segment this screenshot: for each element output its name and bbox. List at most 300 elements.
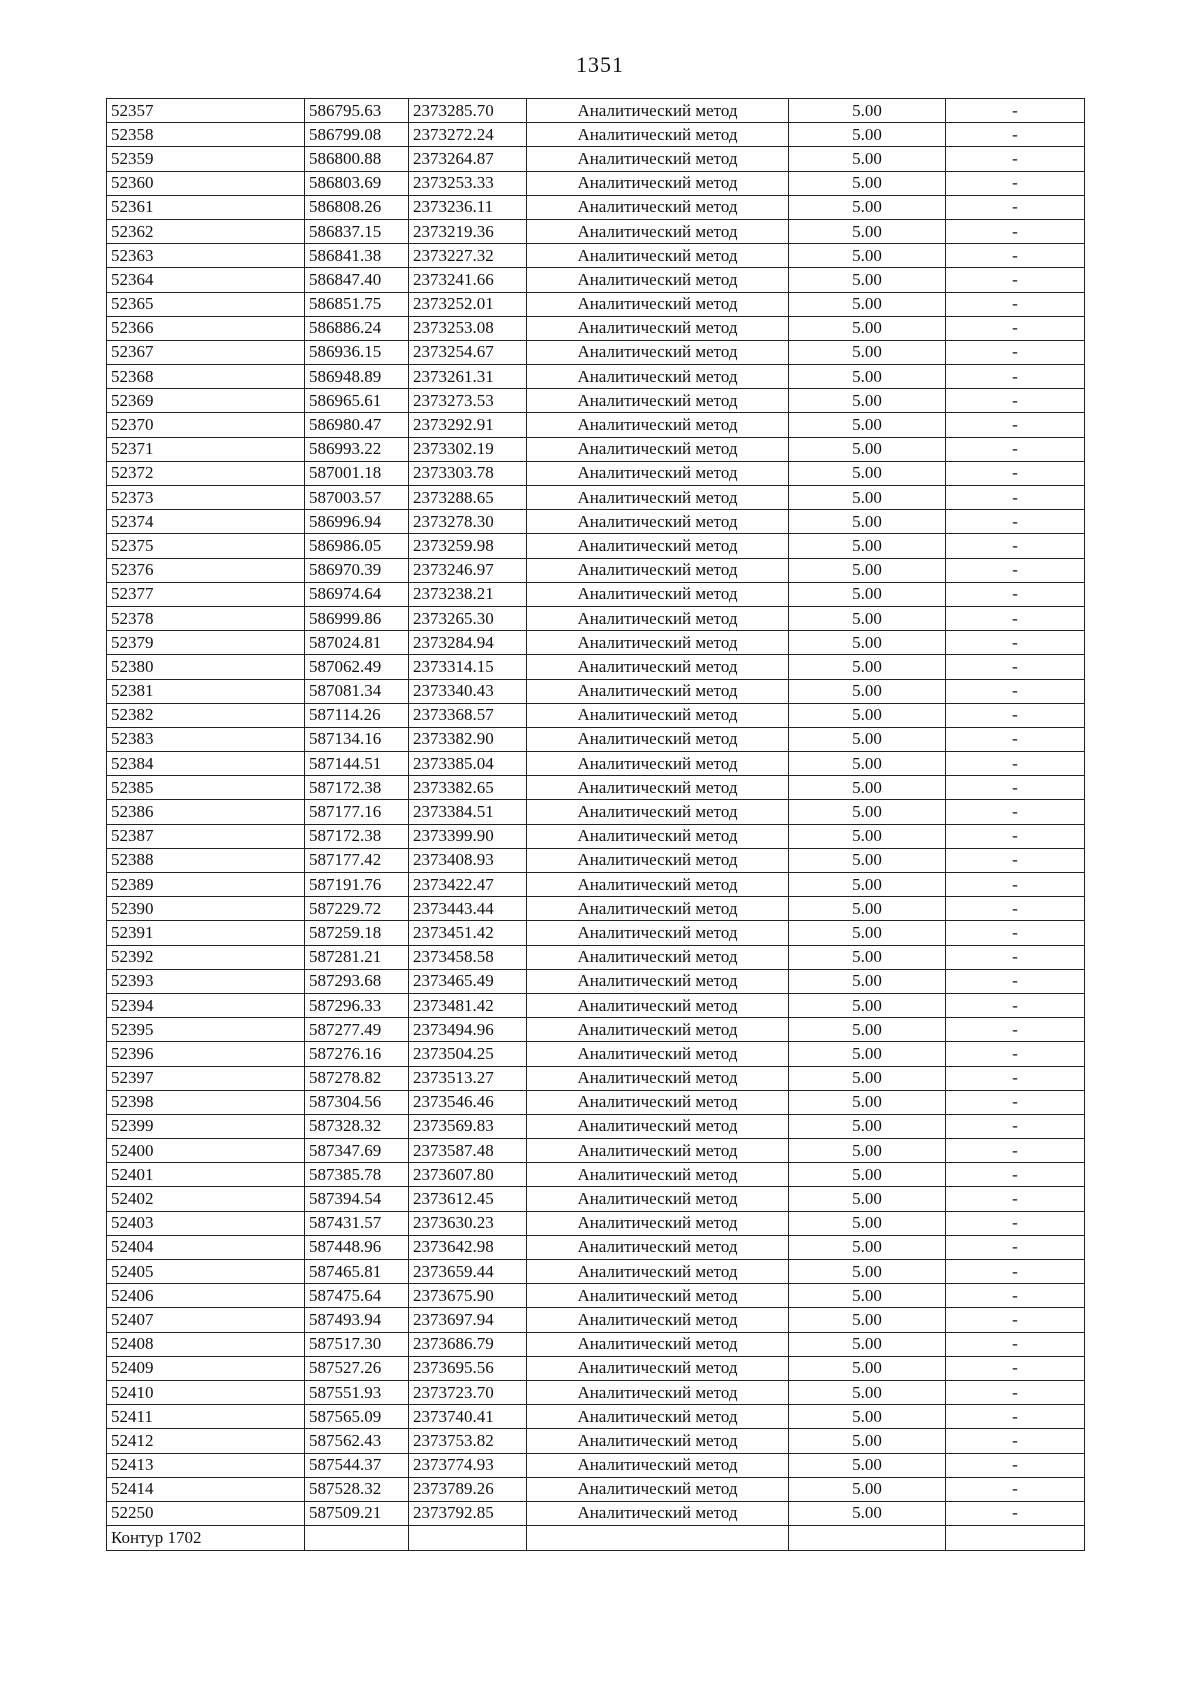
precision-cell: 5.00 [789,631,946,655]
point-number-cell: 52368 [107,365,305,389]
precision-cell: 5.00 [789,292,946,316]
point-number-cell: 52397 [107,1066,305,1090]
y-coordinate-cell: 2373569.83 [409,1114,527,1138]
y-coordinate-cell: 2373686.79 [409,1332,527,1356]
precision-cell: 5.00 [789,558,946,582]
precision-cell: 5.00 [789,1018,946,1042]
point-number-cell: 52379 [107,631,305,655]
table-row [107,969,1085,993]
point-number-cell: 52388 [107,848,305,872]
x-coordinate-cell: 587191.76 [305,873,409,897]
x-coordinate-cell: 587517.30 [305,1332,409,1356]
x-coordinate-cell: 586993.22 [305,437,409,461]
y-coordinate-cell: 2373792.85 [409,1501,527,1525]
method-cell: Аналитический метод [527,1187,789,1211]
table-row [107,631,1085,655]
x-coordinate-cell: 587493.94 [305,1308,409,1332]
table-body [107,99,1085,1551]
table-row [107,703,1085,727]
note-cell: - [946,413,1085,437]
point-number-cell: 52386 [107,800,305,824]
contour-row [107,1526,1085,1551]
note-cell: - [946,752,1085,776]
precision-cell: 5.00 [789,1429,946,1453]
x-coordinate-cell: 587448.96 [305,1235,409,1259]
y-coordinate-cell: 2373789.26 [409,1477,527,1501]
note-cell: - [946,437,1085,461]
x-coordinate-cell: 586800.88 [305,147,409,171]
table-row [107,1477,1085,1501]
method-cell: Аналитический метод [527,824,789,848]
method-cell: Аналитический метод [527,1018,789,1042]
x-coordinate-cell: 586974.64 [305,582,409,606]
table-row [107,99,1085,123]
point-number-cell: 52410 [107,1380,305,1404]
empty-cell [305,1526,409,1551]
note-cell: - [946,631,1085,655]
precision-cell: 5.00 [789,486,946,510]
precision-cell: 5.00 [789,99,946,123]
table-row [107,1260,1085,1284]
point-number-cell: 52414 [107,1477,305,1501]
point-number-cell: 52402 [107,1187,305,1211]
point-number-cell: 52392 [107,945,305,969]
y-coordinate-cell: 2373630.23 [409,1211,527,1235]
precision-cell: 5.00 [789,316,946,340]
y-coordinate-cell: 2373695.56 [409,1356,527,1380]
x-coordinate-cell: 587562.43 [305,1429,409,1453]
precision-cell: 5.00 [789,1042,946,1066]
x-coordinate-cell: 587024.81 [305,631,409,655]
note-cell: - [946,703,1085,727]
y-coordinate-cell: 2373451.42 [409,921,527,945]
method-cell: Аналитический метод [527,1042,789,1066]
x-coordinate-cell: 587172.38 [305,776,409,800]
table-row [107,1066,1085,1090]
note-cell: - [946,848,1085,872]
method-cell: Аналитический метод [527,993,789,1017]
table-row [107,1405,1085,1429]
y-coordinate-cell: 2373278.30 [409,510,527,534]
method-cell: Аналитический метод [527,1332,789,1356]
table-row [107,679,1085,703]
method-cell: Аналитический метод [527,534,789,558]
precision-cell: 5.00 [789,1284,946,1308]
x-coordinate-cell: 587293.68 [305,969,409,993]
table-row [107,510,1085,534]
point-number-cell: 52357 [107,99,305,123]
y-coordinate-cell: 2373264.87 [409,147,527,171]
y-coordinate-cell: 2373340.43 [409,679,527,703]
point-number-cell: 52373 [107,486,305,510]
method-cell: Аналитический метод [527,244,789,268]
note-cell: - [946,340,1085,364]
method-cell: Аналитический метод [527,510,789,534]
note-cell: - [946,1139,1085,1163]
method-cell: Аналитический метод [527,848,789,872]
table-row [107,1356,1085,1380]
precision-cell: 5.00 [789,1308,946,1332]
note-cell: - [946,969,1085,993]
precision-cell: 5.00 [789,1066,946,1090]
note-cell: - [946,558,1085,582]
table-row [107,1453,1085,1477]
method-cell: Аналитический метод [527,800,789,824]
point-number-cell: 52406 [107,1284,305,1308]
method-cell: Аналитический метод [527,389,789,413]
table-row [107,800,1085,824]
table-row [107,534,1085,558]
point-number-cell: 52400 [107,1139,305,1163]
x-coordinate-cell: 587276.16 [305,1042,409,1066]
x-coordinate-cell: 587347.69 [305,1139,409,1163]
method-cell: Аналитический метод [527,1405,789,1429]
y-coordinate-cell: 2373481.42 [409,993,527,1017]
note-cell: - [946,1356,1085,1380]
method-cell: Аналитический метод [527,1453,789,1477]
method-cell: Аналитический метод [527,1139,789,1163]
note-cell: - [946,655,1085,679]
precision-cell: 5.00 [789,1260,946,1284]
note-cell: - [946,582,1085,606]
x-coordinate-cell: 587385.78 [305,1163,409,1187]
table-row [107,873,1085,897]
note-cell: - [946,1066,1085,1090]
table-row [107,1380,1085,1404]
y-coordinate-cell: 2373659.44 [409,1260,527,1284]
precision-cell: 5.00 [789,655,946,679]
method-cell: Аналитический метод [527,582,789,606]
x-coordinate-cell: 587431.57 [305,1211,409,1235]
method-cell: Аналитический метод [527,776,789,800]
y-coordinate-cell: 2373494.96 [409,1018,527,1042]
x-coordinate-cell: 587003.57 [305,486,409,510]
point-number-cell: 52396 [107,1042,305,1066]
x-coordinate-cell: 586837.15 [305,219,409,243]
note-cell: - [946,1308,1085,1332]
method-cell: Аналитический метод [527,873,789,897]
x-coordinate-cell: 586851.75 [305,292,409,316]
precision-cell: 5.00 [789,727,946,751]
precision-cell: 5.00 [789,461,946,485]
point-number-cell: 52403 [107,1211,305,1235]
point-number-cell: 52401 [107,1163,305,1187]
table-row [107,1308,1085,1332]
x-coordinate-cell: 587565.09 [305,1405,409,1429]
method-cell: Аналитический метод [527,606,789,630]
table-row [107,1090,1085,1114]
precision-cell: 5.00 [789,1163,946,1187]
table-row [107,486,1085,510]
x-coordinate-cell: 587134.16 [305,727,409,751]
point-number-cell: 52366 [107,316,305,340]
y-coordinate-cell: 2373254.67 [409,340,527,364]
x-coordinate-cell: 586980.47 [305,413,409,437]
method-cell: Аналитический метод [527,123,789,147]
precision-cell: 5.00 [789,921,946,945]
x-coordinate-cell: 586808.26 [305,195,409,219]
y-coordinate-cell: 2373443.44 [409,897,527,921]
precision-cell: 5.00 [789,873,946,897]
point-number-cell: 52394 [107,993,305,1017]
method-cell: Аналитический метод [527,1308,789,1332]
coordinates-table [106,98,1085,1551]
table-row [107,437,1085,461]
precision-cell: 5.00 [789,848,946,872]
y-coordinate-cell: 2373314.15 [409,655,527,679]
precision-cell: 5.00 [789,244,946,268]
x-coordinate-cell: 587277.49 [305,1018,409,1042]
table-row [107,1042,1085,1066]
contour-label: Контур 1702 [107,1526,305,1551]
table-row [107,1139,1085,1163]
precision-cell: 5.00 [789,1405,946,1429]
y-coordinate-cell: 2373292.91 [409,413,527,437]
note-cell: - [946,897,1085,921]
method-cell: Аналитический метод [527,1235,789,1259]
table-row [107,316,1085,340]
point-number-cell: 52383 [107,727,305,751]
point-number-cell: 52390 [107,897,305,921]
table-row [107,365,1085,389]
x-coordinate-cell: 587081.34 [305,679,409,703]
y-coordinate-cell: 2373227.32 [409,244,527,268]
point-number-cell: 52378 [107,606,305,630]
x-coordinate-cell: 587172.38 [305,824,409,848]
x-coordinate-cell: 587304.56 [305,1090,409,1114]
x-coordinate-cell: 587177.16 [305,800,409,824]
point-number-cell: 52375 [107,534,305,558]
note-cell: - [946,1211,1085,1235]
precision-cell: 5.00 [789,340,946,364]
precision-cell: 5.00 [789,824,946,848]
table-row [107,461,1085,485]
method-cell: Аналитический метод [527,365,789,389]
method-cell: Аналитический метод [527,655,789,679]
y-coordinate-cell: 2373385.04 [409,752,527,776]
note-cell: - [946,1380,1085,1404]
table-row [107,921,1085,945]
y-coordinate-cell: 2373675.90 [409,1284,527,1308]
point-number-cell: 52380 [107,655,305,679]
precision-cell: 5.00 [789,268,946,292]
empty-cell [409,1526,527,1551]
method-cell: Аналитический метод [527,727,789,751]
method-cell: Аналитический метод [527,340,789,364]
point-number-cell: 52360 [107,171,305,195]
table-row [107,219,1085,243]
note-cell: - [946,1235,1085,1259]
x-coordinate-cell: 586936.15 [305,340,409,364]
table-row [107,1187,1085,1211]
method-cell: Аналитический метод [527,292,789,316]
method-cell: Аналитический метод [527,1429,789,1453]
precision-cell: 5.00 [789,413,946,437]
precision-cell: 5.00 [789,1356,946,1380]
y-coordinate-cell: 2373288.65 [409,486,527,510]
method-cell: Аналитический метод [527,461,789,485]
note-cell: - [946,1477,1085,1501]
point-number-cell: 52385 [107,776,305,800]
precision-cell: 5.00 [789,582,946,606]
x-coordinate-cell: 587278.82 [305,1066,409,1090]
empty-cell [789,1526,946,1551]
empty-cell [527,1526,789,1551]
method-cell: Аналитический метод [527,1380,789,1404]
table-row [107,752,1085,776]
y-coordinate-cell: 2373302.19 [409,437,527,461]
y-coordinate-cell: 2373273.53 [409,389,527,413]
method-cell: Аналитический метод [527,147,789,171]
point-number-cell: 52384 [107,752,305,776]
point-number-cell: 52398 [107,1090,305,1114]
precision-cell: 5.00 [789,510,946,534]
note-cell: - [946,195,1085,219]
y-coordinate-cell: 2373697.94 [409,1308,527,1332]
point-number-cell: 52358 [107,123,305,147]
y-coordinate-cell: 2373642.98 [409,1235,527,1259]
precision-cell: 5.00 [789,800,946,824]
y-coordinate-cell: 2373774.93 [409,1453,527,1477]
precision-cell: 5.00 [789,703,946,727]
method-cell: Аналитический метод [527,437,789,461]
method-cell: Аналитический метод [527,1356,789,1380]
x-coordinate-cell: 587465.81 [305,1260,409,1284]
precision-cell: 5.00 [789,969,946,993]
method-cell: Аналитический метод [527,1066,789,1090]
x-coordinate-cell: 586970.39 [305,558,409,582]
precision-cell: 5.00 [789,606,946,630]
x-coordinate-cell: 587259.18 [305,921,409,945]
y-coordinate-cell: 2373513.27 [409,1066,527,1090]
point-number-cell: 52367 [107,340,305,364]
y-coordinate-cell: 2373504.25 [409,1042,527,1066]
point-number-cell: 52361 [107,195,305,219]
point-number-cell: 52359 [107,147,305,171]
method-cell: Аналитический метод [527,703,789,727]
note-cell: - [946,945,1085,969]
point-number-cell: 52391 [107,921,305,945]
note-cell: - [946,1284,1085,1308]
x-coordinate-cell: 587509.21 [305,1501,409,1525]
y-coordinate-cell: 2373408.93 [409,848,527,872]
y-coordinate-cell: 2373246.97 [409,558,527,582]
method-cell: Аналитический метод [527,1090,789,1114]
y-coordinate-cell: 2373399.90 [409,824,527,848]
point-number-cell: 52364 [107,268,305,292]
method-cell: Аналитический метод [527,1501,789,1525]
note-cell: - [946,1187,1085,1211]
point-number-cell: 52370 [107,413,305,437]
table-row [107,582,1085,606]
y-coordinate-cell: 2373384.51 [409,800,527,824]
y-coordinate-cell: 2373241.66 [409,268,527,292]
table-row [107,1501,1085,1525]
table-row [107,824,1085,848]
method-cell: Аналитический метод [527,268,789,292]
note-cell: - [946,147,1085,171]
point-number-cell: 52376 [107,558,305,582]
note-cell: - [946,1090,1085,1114]
note-cell: - [946,268,1085,292]
method-cell: Аналитический метод [527,195,789,219]
table-row [107,848,1085,872]
x-coordinate-cell: 587001.18 [305,461,409,485]
note-cell: - [946,1018,1085,1042]
note-cell: - [946,727,1085,751]
point-number-cell: 52387 [107,824,305,848]
table-row [107,268,1085,292]
point-number-cell: 52407 [107,1308,305,1332]
point-number-cell: 52377 [107,582,305,606]
table-row [107,1163,1085,1187]
note-cell: - [946,1429,1085,1453]
note-cell: - [946,679,1085,703]
point-number-cell: 52365 [107,292,305,316]
y-coordinate-cell: 2373236.11 [409,195,527,219]
table-row [107,123,1085,147]
x-coordinate-cell: 586841.38 [305,244,409,268]
table-row [107,993,1085,1017]
y-coordinate-cell: 2373368.57 [409,703,527,727]
y-coordinate-cell: 2373612.45 [409,1187,527,1211]
table-row [107,1018,1085,1042]
table-row [107,340,1085,364]
page-number: 1351 [576,52,624,77]
table-row [107,945,1085,969]
note-cell: - [946,316,1085,340]
y-coordinate-cell: 2373422.47 [409,873,527,897]
note-cell: - [946,461,1085,485]
point-number-cell: 52381 [107,679,305,703]
point-number-cell: 52413 [107,1453,305,1477]
method-cell: Аналитический метод [527,486,789,510]
table-row [107,413,1085,437]
method-cell: Аналитический метод [527,1114,789,1138]
x-coordinate-cell: 587527.26 [305,1356,409,1380]
precision-cell: 5.00 [789,1501,946,1525]
x-coordinate-cell: 586996.94 [305,510,409,534]
method-cell: Аналитический метод [527,1477,789,1501]
method-cell: Аналитический метод [527,413,789,437]
note-cell: - [946,800,1085,824]
x-coordinate-cell: 586803.69 [305,171,409,195]
y-coordinate-cell: 2373740.41 [409,1405,527,1429]
y-coordinate-cell: 2373546.46 [409,1090,527,1114]
point-number-cell: 52372 [107,461,305,485]
x-coordinate-cell: 587394.54 [305,1187,409,1211]
x-coordinate-cell: 587062.49 [305,655,409,679]
precision-cell: 5.00 [789,389,946,413]
table-row [107,1235,1085,1259]
method-cell: Аналитический метод [527,1163,789,1187]
x-coordinate-cell: 586799.08 [305,123,409,147]
method-cell: Аналитический метод [527,897,789,921]
precision-cell: 5.00 [789,219,946,243]
y-coordinate-cell: 2373465.49 [409,969,527,993]
point-number-cell: 52250 [107,1501,305,1525]
precision-cell: 5.00 [789,1114,946,1138]
point-number-cell: 52395 [107,1018,305,1042]
point-number-cell: 52362 [107,219,305,243]
x-coordinate-cell: 587328.32 [305,1114,409,1138]
method-cell: Аналитический метод [527,1284,789,1308]
y-coordinate-cell: 2373723.70 [409,1380,527,1404]
table-row [107,1284,1085,1308]
method-cell: Аналитический метод [527,921,789,945]
y-coordinate-cell: 2373607.80 [409,1163,527,1187]
precision-cell: 5.00 [789,679,946,703]
